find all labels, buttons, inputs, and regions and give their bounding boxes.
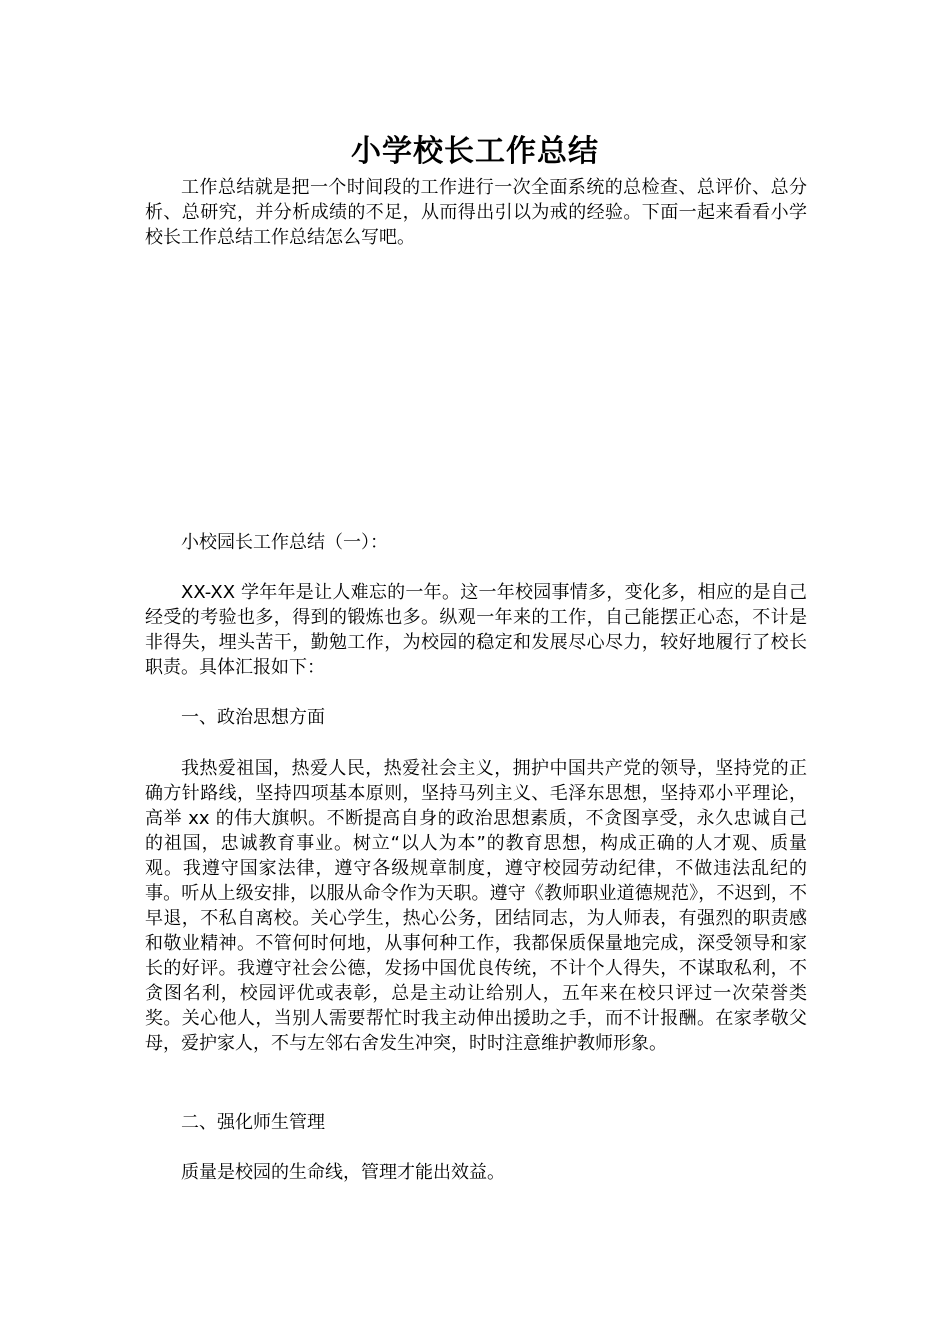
summary-overview-paragraph: XX-XX 学年年是让人难忘的一年。这一年校园事情多，变化多，相应的是自己经受的考验也多，得到的锻炼也多。纵观一年来的工作，自己能摆正心态，不计是非得失，埋头苦干，勤勉工作，为校园的稳定和发展尽心尽力，较好地履行了校长职责。具体汇报如下： <box>145 582 807 678</box>
management-paragraph: 质量是校园的生命线，管理才能出效益。 <box>181 1162 505 1183</box>
political-paragraph: 我热爱祖国，热爱人民，热爱社会主义，拥护中国共产党的领导，坚持党的正确方针路线，坚持四项基本原则，坚持马列主义、毛泽东思想，坚持邓小平理论，高举 xx 的伟大旗帜。不断提高自身的政治思想素质，不贪图享受，永久忠诚自己的祖国，忠诚教育事业。树立“以人为本”的教育思想，构成正确的人才观、质量观。我遵守国家法律，遵守各级规章制度，遵守校园劳动纪律，不做违法乱纪的事。听从上级安排，以服从命令作为天职。遵守《教师职业道德规范》，不迟到，不早退，不私自离校。关心学生，热心公务，团结同志，为人师表，有强烈的职责感和敬业精神。不管何时何地，从事何种工作，我都保质保量地完成，深受领导和家长的好评。我遵守社会公德，发扬中国优良传统，不计个人得失，不谋取私利，不贪图名利，校园评优或表彰，总是主动让给别人，五年来在校只评过一次荣誉类奖。关心他人，当别人需要帮忙时我主动伸出援助之手，而不计报酬。在家孝敬父母，爱护家人，不与左邻右舍发生冲突，时时注意维护教师形象。 <box>145 758 807 1054</box>
document-title: 小学校长工作总结 <box>351 134 599 169</box>
intro-paragraph: 工作总结就是把一个时间段的工作进行一次全面系统的总检查、总评价、总分析、总研究，并分析成绩的不足，从而得出引以为戒的经验。下面一起来看看小学校长工作总结工作总结怎么写吧。 <box>145 177 807 248</box>
section-heading-political: 一、政治思想方面 <box>181 707 325 728</box>
section-heading-summary-one: 小校园长工作总结（一）： <box>181 532 388 553</box>
section-heading-management: 二、强化师生管理 <box>181 1112 325 1133</box>
